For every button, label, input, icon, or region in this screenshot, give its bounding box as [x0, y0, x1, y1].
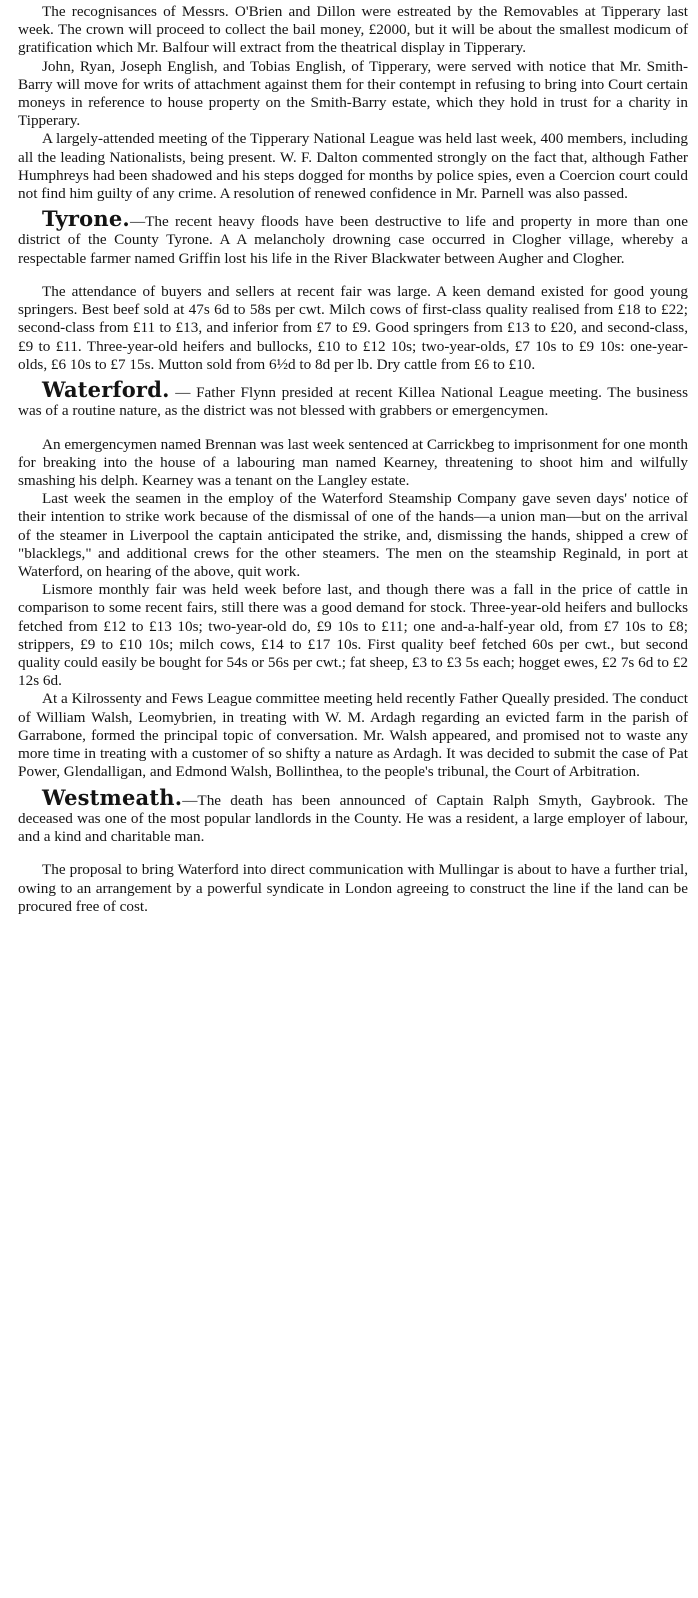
section-lead-text: —The death has been announced of Captain Ralph Smyth, Gaybrook. The deceased was one of the most popular landlords in the County. He was a resident, a large employer of labour, and a kind and charitable man. — [18, 791, 688, 845]
article-paragraph: At a Kilrossenty and Fews League committee meeting held recently Father Queally presided. The conduct of William Walsh, Leomybrien, in treating with W. M. Ardagh regarding an evicted farm in the parish of Garrabone, formed the principal topic of conversation. Mr. Walsh appeared, and promised not to waste any more time in treating with a customer of so shifty a nature as Ardagh. It was decided to submit the case of Pat Power, Glendalligan, and Edmond Walsh, Bollinthea, to the people's tribunal, the Court of Arbitration. — [18, 690, 688, 781]
article-paragraph: The attendance of buyers and sellers at recent fair was large. A keen demand existed for good young springers. Best beef sold at 47s 6d to 58s per cwt. Milch cows of first-class quality realised from £18 to £22; second-class from £11 to £13, and inferior from £7 to £9. Good springers from £13 to £20, and second-class, £9 to £11. Three-year-old heifers and bullocks, £10 to £12 10s; two-year-olds, £7 10s to £9 10s: one-year-olds, £6 10s to £7 15s. Mutton sold from 6½d to 8d per lb. Dry cattle from £6 to £10. — [18, 283, 688, 373]
section-heading-westmeath: Westmeath. — [42, 784, 183, 810]
section-heading-tyrone: Tyrone. — [42, 206, 130, 232]
article-paragraph: John, Ryan, Joseph English, and Tobias English, of Tipperary, were served with notice that Mr. Smith-Barry will move for writs of attachment against them for their contempt in refusing to bring into Court certain moneys in reference to house property on the Smith-Barry estate, which they hold in trust for a charity in Tipperary. — [18, 57, 688, 130]
section-waterford-lead — [18, 377, 688, 420]
section-westmeath-lead — [18, 784, 688, 847]
article-paragraph: Lismore monthly fair was held week before last, and though there was a fall in the price of cattle in comparison to some recent fairs, still there was a good demand for stock. Three-year-old heifers and bullocks fetched from £12 to £13 10s; two-year-old do, £9 10s to £11; one and-a-half-year old, from £7 10s to £8; strippers, £9 to £10 10s; milch cows, £14 to £17 10s. First quality beef fetched 60s per cwt., but second quality could easily be bought for 54s or 56s per cwt.; fat sheep, £3 to £3 5s each; hogget ewes, £2 7s 6d to £2 12s 6d. — [18, 581, 688, 690]
section-lead-text: —The recent heavy floods have been destructive to life and property in more than one district of the County Tyrone. A A melancholy drowning case occurred in Clogher village, whereby a respectable farmer named Griffin lost his life in the River Blackwater between Augher and Clogher. — [18, 213, 688, 267]
article-paragraph: The recognisances of Messrs. O'Brien and Dillon were estreated by the Removables at Tipperary last week. The crown will proceed to collect the bail money, £2000, but it will be about the smallest modicum of gratification which Mr. Balfour will extract from the theatrical display in Tipperary. — [18, 3, 688, 57]
article-paragraph: An emergencymen named Brennan was last week sentenced at Carrickbeg to imprisonment for one month for breaking into the house of a labouring man named Kearney, threatening to shoot him and wilfully smashing his delph. Kearney was a tenant on the Langley estate. — [18, 435, 688, 490]
article-paragraph: A largely-attended meeting of the Tipperary National League was held last week, 400 members, including all the leading Nationalists, being present. W. F. Dalton commented strongly on the fact that, although Father Humphreys had been shadowed and his steps dogged for months by police spies, even a Coercion court could not find him guilty of any crime. A resolution of renewed confidence in Mr. Parnell was also passed. — [18, 130, 688, 203]
section-tyrone-lead — [18, 206, 688, 268]
section-heading-waterford: Waterford. — [42, 377, 170, 403]
article-paragraph: Last week the seamen in the employ of the Waterford Steamship Company gave seven days' notice of their intention to strike work because of the dismissal of one of the hands—a union man—but on the arrival of the steamer in Liverpool the captain anticipated the strike, and, dismissing the hands, shipped a crew of "blacklegs," and additional crews for the other steamers. The men on the steamship Reginald, in port at Waterford, on hearing of the above, quit work. — [18, 490, 688, 581]
article-paragraph: The proposal to bring Waterford into direct communication with Mullingar is about to have a further trial, owing to an arrangement by a powerful syndicate in London agreeing to construct the line if the land can be procured free of cost. — [18, 861, 688, 915]
section-lead-text: — Father Flynn presided at recent Killea National League meeting. The business was of a routine nature, as the district was not blessed with grabbers or emergencymen. — [18, 384, 688, 420]
